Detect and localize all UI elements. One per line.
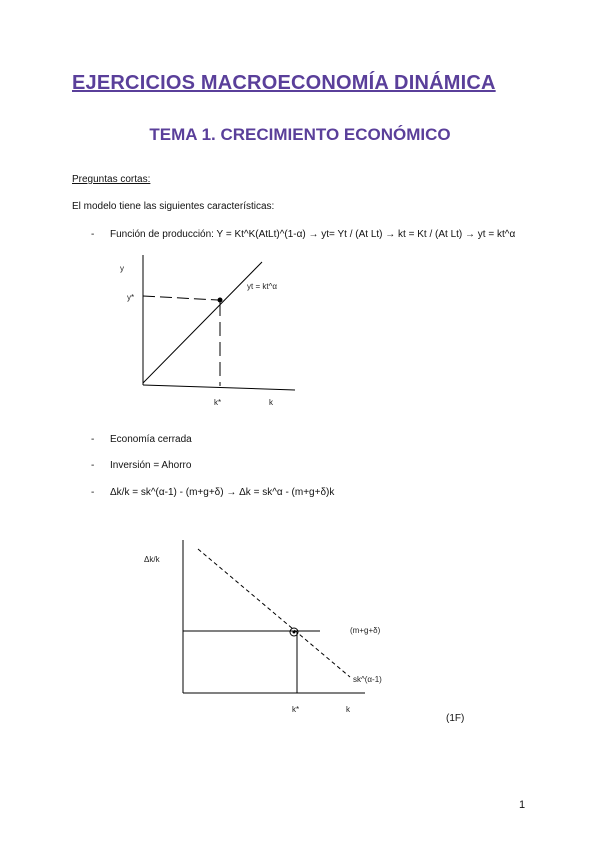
curve-label: sk^(α-1) — [353, 675, 382, 684]
section-label: Preguntas cortas: — [72, 174, 151, 185]
k-star-label: k* — [292, 705, 300, 714]
x-axis — [143, 385, 295, 390]
y-axis-label: Δk/k — [144, 555, 160, 564]
x-axis-label: k — [269, 398, 273, 407]
production-function-graph — [100, 250, 320, 420]
page-number: 1 — [519, 799, 526, 811]
y-axis-label: y — [120, 264, 124, 273]
savings-curve — [198, 549, 350, 677]
bullet-closed-economy: Economía cerrada — [110, 434, 192, 445]
document-title: EJERCICIOS MACROECONOMÍA DINÁMICA — [72, 72, 496, 94]
y-star-label: y* — [127, 293, 135, 302]
y-star-guide — [143, 296, 218, 300]
figure-label: (1F) — [446, 713, 465, 724]
bullet-capital-dynamics: Δk/k = sk^(α-1) - (m+g+δ) → Δk = sk^α - (m+g+δ)k — [110, 487, 335, 498]
bullet-marker: - — [91, 460, 95, 471]
curve-label: yt = kt^α — [247, 282, 277, 291]
production-curve — [143, 262, 262, 383]
bullet-marker: - — [91, 229, 95, 240]
bullet-investment-savings: Inversión = Ahorro — [110, 460, 192, 471]
x-axis-label: k — [346, 705, 350, 714]
bullet-marker: - — [91, 487, 95, 498]
k-star-label: k* — [214, 398, 222, 407]
steady-state-point — [218, 298, 223, 303]
steady-state-dot — [293, 631, 296, 634]
bullet-marker: - — [91, 434, 95, 445]
topic-heading: TEMA 1. CRECIMIENTO ECONÓMICO — [149, 125, 451, 144]
bullet-production-function: Función de producción: Y = Kt^K(AtLt)^(1-α) → yt= Yt / (At Lt) → kt = Kt / (At Lt) → yt = kt^α — [110, 229, 516, 240]
capital-dynamics-graph — [140, 535, 420, 720]
line-label: (m+g+δ) — [350, 626, 381, 635]
intro-text: El modelo tiene las siguientes características: — [72, 201, 275, 212]
